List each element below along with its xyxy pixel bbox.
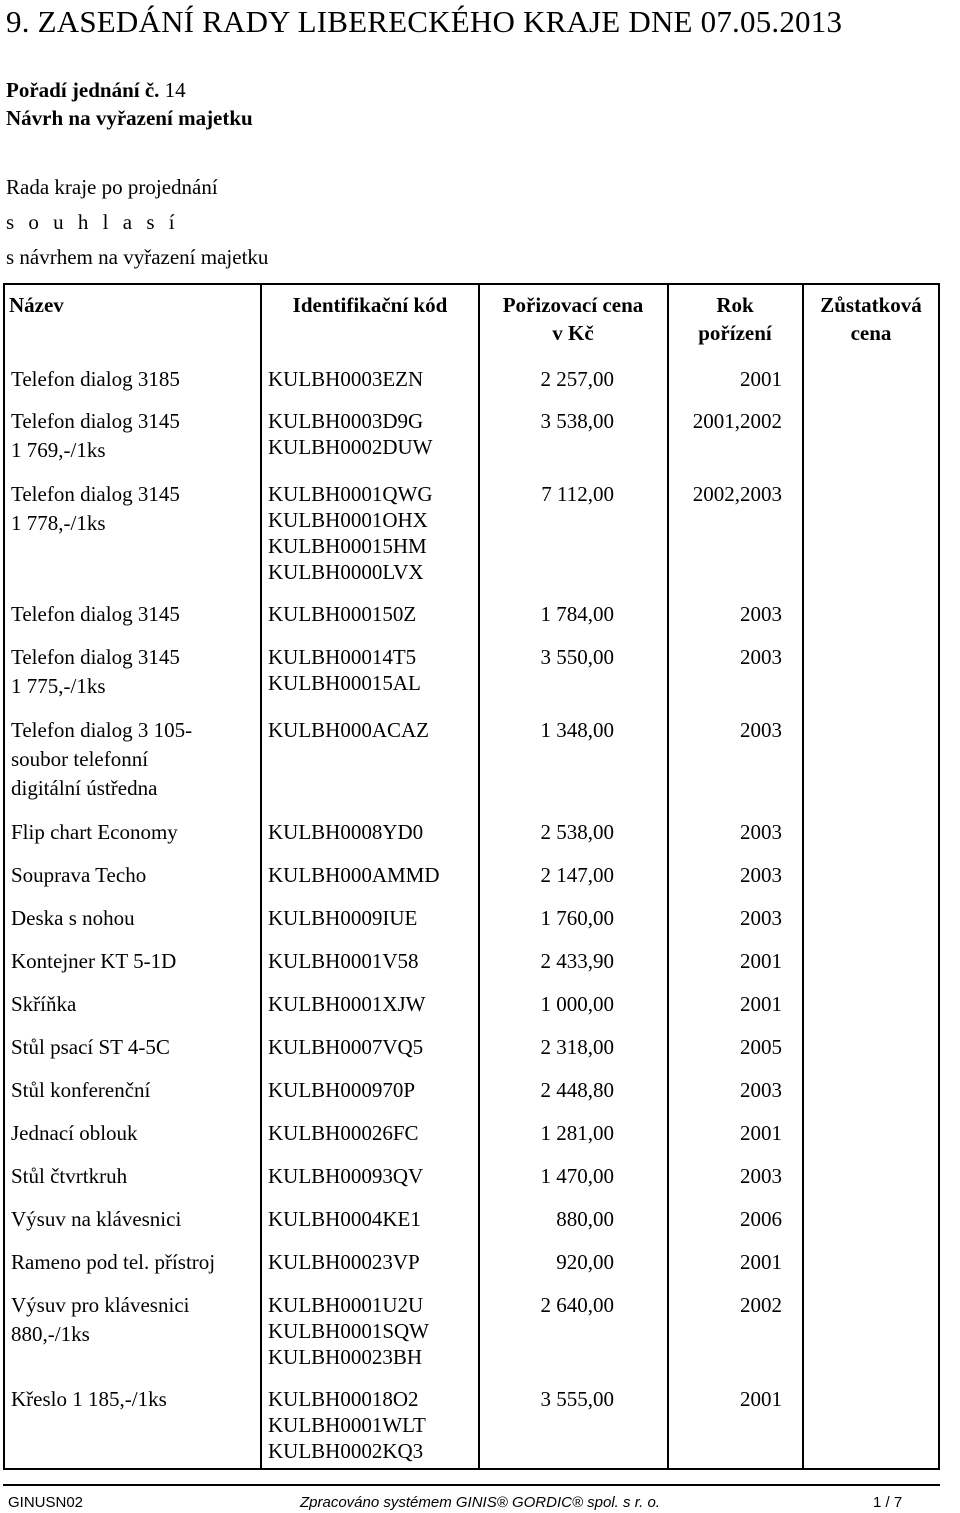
cell-code: KULBH000970P — [268, 1078, 416, 1102]
cell-code: KULBH0008YD0 — [268, 820, 424, 844]
cell-code: KULBH0001V58 — [268, 949, 419, 973]
cell-price: 1 348,00 — [540, 718, 614, 742]
cell-name: Stůl konferenční — [11, 1078, 151, 1102]
cell-code: KULBH00023BH — [268, 1345, 423, 1369]
cell-price: 1 281,00 — [540, 1121, 614, 1145]
cell-year: 2001 — [740, 367, 782, 391]
cell-name: Skříňka — [11, 992, 77, 1016]
cell-code: KULBH00015HM — [268, 534, 427, 558]
column-divider — [802, 285, 804, 1468]
cell-name: Flip chart Economy — [11, 820, 178, 844]
header-price-line2: v Kč — [552, 321, 594, 345]
cell-name: Telefon dialog 3145 — [11, 482, 180, 506]
header-residual-line2: cena — [850, 321, 892, 345]
footer-page-number: 1 / 7 — [873, 1494, 903, 1511]
cell-code: KULBH00018O2 — [268, 1387, 419, 1411]
cell-price: 2 318,00 — [540, 1035, 614, 1059]
resolution-object: s návrhem na vyřazení majetku — [6, 245, 269, 269]
cell-name: Telefon dialog 3145 — [11, 645, 180, 669]
cell-year: 2003 — [740, 1078, 782, 1102]
footer-processed-by: Zpracováno systémem GINIS® GORDIC® spol. s r. o. — [300, 1494, 660, 1511]
cell-year: 2006 — [740, 1207, 782, 1231]
column-divider — [478, 285, 480, 1468]
cell-name: 1 778,-/1ks — [11, 511, 106, 535]
cell-code: KULBH00026FC — [268, 1121, 419, 1145]
cell-year: 2002 — [740, 1293, 782, 1317]
cell-code: KULBH0002DUW — [268, 435, 433, 459]
cell-code: KULBH0001WLT — [268, 1413, 426, 1437]
agenda-number: 14 — [164, 78, 186, 102]
cell-name: Deska s nohou — [11, 906, 135, 930]
footer-doc-code: GINUSN02 — [8, 1494, 84, 1511]
cell-year: 2003 — [740, 602, 782, 626]
cell-name: Souprava Techo — [11, 863, 147, 887]
cell-year: 2003 — [740, 1164, 782, 1188]
cell-code: KULBH00014T5 — [268, 645, 417, 669]
resolution-verb: s o u h l a s í — [6, 210, 180, 234]
cell-name: Výsuv pro klávesnici — [11, 1293, 190, 1317]
header-code: Identifikační kód — [292, 293, 448, 317]
agenda-subject: Návrh na vyřazení majetku — [6, 106, 253, 130]
agenda-label: Pořadí jednání č. — [6, 78, 160, 102]
asset-table — [3, 283, 940, 1470]
cell-price: 1 470,00 — [540, 1164, 614, 1188]
cell-price: 3 555,00 — [540, 1387, 614, 1411]
cell-code: KULBH00015AL — [268, 671, 421, 695]
resolution-block — [6, 170, 268, 275]
cell-price: 1 760,00 — [540, 906, 614, 930]
cell-name: Telefon dialog 3 105- — [11, 718, 193, 742]
cell-code: KULBH0003D9G — [268, 409, 424, 433]
cell-code: KULBH0003EZN — [268, 367, 424, 391]
cell-price: 1 784,00 — [540, 602, 614, 626]
cell-price: 2 538,00 — [540, 820, 614, 844]
cell-year: 2005 — [740, 1035, 782, 1059]
resolution-intro: Rada kraje po projednání — [6, 175, 218, 199]
cell-name: 1 769,-/1ks — [11, 438, 106, 462]
cell-code: KULBH0009IUE — [268, 906, 418, 930]
cell-year: 2003 — [740, 645, 782, 669]
cell-price: 3 550,00 — [540, 645, 614, 669]
document-title: 9. ZASEDÁNÍ RADY LIBERECKÉHO KRAJE DNE 07.05.2013 — [6, 4, 843, 39]
cell-name: Stůl psací ST 4-5C — [11, 1035, 170, 1059]
cell-year: 2001 — [740, 1121, 782, 1145]
cell-price: 2 257,00 — [540, 367, 614, 391]
agenda-block — [6, 76, 253, 132]
cell-year: 2003 — [740, 906, 782, 930]
cell-code: KULBH0001SQW — [268, 1319, 429, 1343]
cell-year: 2001 — [740, 992, 782, 1016]
cell-price: 1 000,00 — [540, 992, 614, 1016]
cell-price: 7 112,00 — [541, 482, 614, 506]
cell-year: 2002,2003 — [692, 482, 782, 506]
cell-name: Kontejner KT 5-1D — [11, 949, 177, 973]
cell-code: KULBH0001U2U — [268, 1293, 424, 1317]
cell-year: 2003 — [740, 863, 782, 887]
cell-year: 2003 — [740, 820, 782, 844]
cell-code: KULBH00023VP — [268, 1250, 420, 1274]
column-divider — [260, 285, 262, 1468]
cell-name: Výsuv na klávesnici — [11, 1207, 182, 1231]
cell-code: KULBH0007VQ5 — [268, 1035, 424, 1059]
cell-code: KULBH0004KE1 — [268, 1207, 421, 1231]
cell-code: KULBH0001OHX — [268, 508, 428, 532]
cell-name: Telefon dialog 3145 — [11, 409, 180, 433]
cell-price: 920,00 — [556, 1250, 614, 1274]
cell-name: Stůl čtvrtkruh — [11, 1164, 128, 1188]
cell-year: 2001 — [740, 949, 782, 973]
cell-code: KULBH00093QV — [268, 1164, 424, 1188]
cell-price: 2 640,00 — [540, 1293, 614, 1317]
cell-price: 2 147,00 — [540, 863, 614, 887]
cell-code: KULBH0002KQ3 — [268, 1439, 424, 1463]
cell-year: 2003 — [740, 718, 782, 742]
cell-price: 880,00 — [556, 1207, 614, 1231]
cell-name: Rameno pod tel. přístroj — [11, 1250, 216, 1274]
cell-price: 2 448,80 — [540, 1078, 614, 1102]
cell-price: 2 433,90 — [540, 949, 614, 973]
cell-name: soubor telefonní — [11, 747, 149, 771]
cell-name: 1 775,-/1ks — [11, 674, 106, 698]
cell-name: 880,-/1ks — [11, 1322, 90, 1346]
header-year-line1: Rok — [716, 293, 754, 317]
cell-name: digitální ústředna — [11, 776, 158, 800]
cell-name: Křeslo 1 185,-/1ks — [11, 1387, 167, 1411]
cell-name: Jednací oblouk — [11, 1121, 138, 1145]
cell-year: 2001 — [740, 1250, 782, 1274]
cell-name: Telefon dialog 3145 — [11, 602, 180, 626]
cell-year: 2001 — [740, 1387, 782, 1411]
cell-code: KULBH0001XJW — [268, 992, 426, 1016]
cell-code: KULBH0001QWG — [268, 482, 433, 506]
cell-year: 2001,2002 — [692, 409, 782, 433]
cell-price: 3 538,00 — [540, 409, 614, 433]
header-year-line2: pořízení — [698, 321, 772, 345]
header-price-line1: Pořizovací cena — [502, 293, 644, 317]
header-residual-line1: Zůstatková — [820, 293, 922, 317]
header-name: Název — [9, 293, 64, 317]
cell-code: KULBH000AMMD — [268, 863, 440, 887]
cell-code: KULBH0000LVX — [268, 560, 424, 584]
cell-code: KULBH000ACAZ — [268, 718, 429, 742]
cell-code: KULBH000150Z — [268, 602, 417, 626]
cell-name: Telefon dialog 3185 — [11, 367, 180, 391]
footer-divider — [3, 1484, 940, 1486]
